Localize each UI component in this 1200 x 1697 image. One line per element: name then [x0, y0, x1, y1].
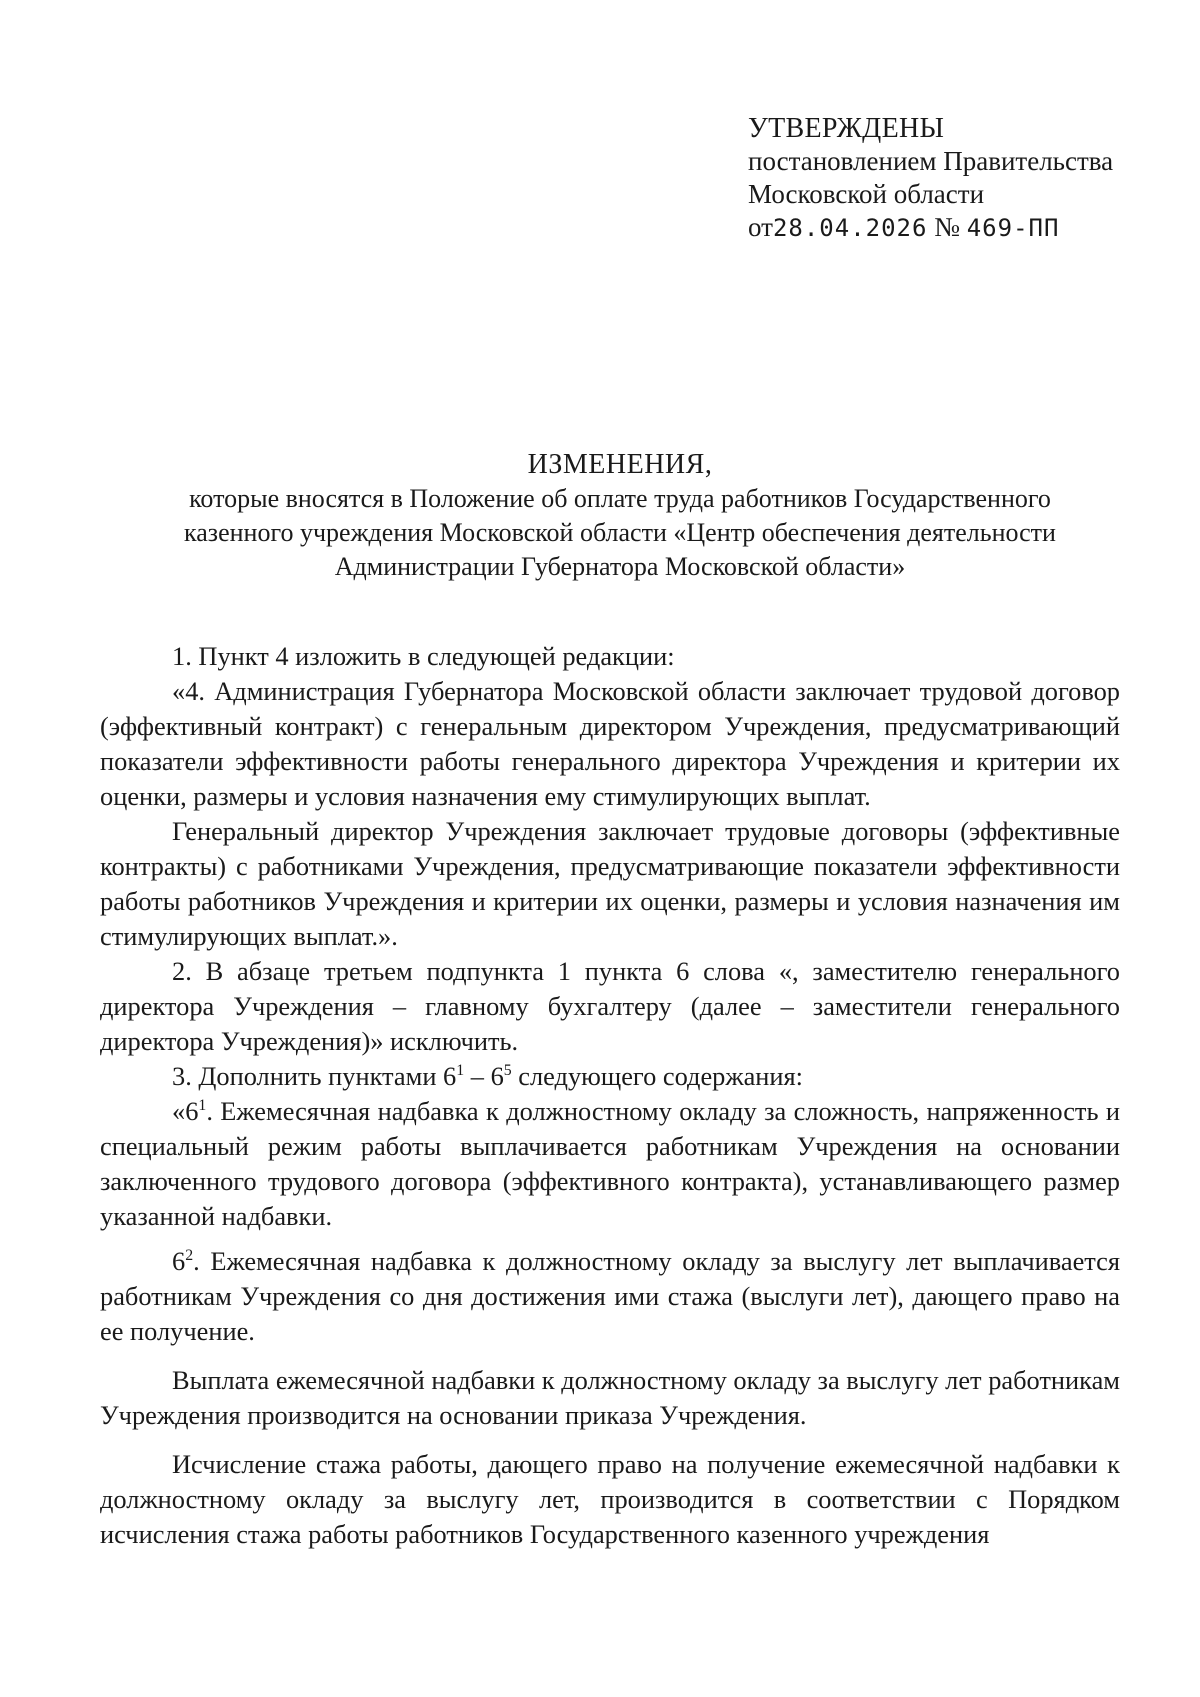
approval-line-1: постановлением Правительства	[748, 146, 1114, 176]
paragraph-5-sup-2: 5	[503, 1062, 512, 1080]
paragraph-3: Генеральный директор Учреждения заключает трудовые договоры (эффективные контракты) с работниками Учреждения, предусматривающие показатели эффективности работы работников Учреждения и критерии их оценки, размеры и условия назначения им стимулирующих выплат.».	[100, 816, 1120, 951]
title-main: ИЗМЕНЕНИЯ,	[527, 449, 713, 480]
approval-date-line	[748, 211, 1113, 245]
title-line-3: Администрации Губернатора Московской области»	[334, 552, 906, 581]
paragraph-6-sup: 1	[198, 1097, 207, 1115]
approval-number: 469-ПП	[966, 214, 1060, 242]
paragraph-2: «4. Администрация Губернатора Московской области заключает трудовой договор (эффективный контракт) с генеральным директором Учреждения, предусматривающий показатели эффективности работы генерального директора Учреждения и критерии их оценки, размеры и условия назначения ему стимулирующих выплат.	[100, 676, 1120, 811]
paragraph-5-text-a: 3. Дополнить пунктами 6	[172, 1061, 457, 1091]
paragraph-7	[100, 1244, 1120, 1349]
approval-stamp	[748, 112, 1113, 245]
paragraph-5-text-b: – 6	[464, 1061, 504, 1091]
document-title	[120, 448, 1120, 584]
document-body	[100, 639, 1120, 1552]
paragraph-7-sup: 2	[185, 1247, 194, 1265]
number-sign: №	[934, 212, 960, 242]
paragraph-7-text-b: . Ежемесячная надбавка к должностному окладу за выслугу лет выплачивается работникам Учреждения со дня достижения ими стажа (выслуги лет), дающего право на ее получение.	[100, 1246, 1120, 1346]
paragraph-6	[100, 1094, 1120, 1234]
paragraph-6-text-a: «6	[172, 1096, 199, 1126]
approval-heading: УТВЕРЖДЕНЫ	[748, 113, 945, 144]
paragraph-5	[100, 1059, 1120, 1094]
paragraph-4: 2. В абзаце третьем подпункта 1 пункта 6 слова «, заместителю генерального директора Учреждения – главному бухгалтеру (далее – заместители генерального директора Учреждения)» исключить.	[100, 956, 1120, 1056]
paragraph-5-sup-1: 1	[456, 1062, 465, 1080]
title-line-1: которые вносятся в Положение об оплате труда работников Государственного	[189, 484, 1051, 513]
approval-date: 28.04.2026	[772, 214, 928, 242]
paragraph-9: Исчисление стажа работы, дающего право на получение ежемесячной надбавки к должностному окладу за выслугу лет, производится в соответствии с Порядком исчисления стажа работы работников Государственного казенного учреждения	[100, 1449, 1120, 1549]
paragraph-7-text-a: 6	[172, 1246, 186, 1276]
paragraph-1: 1. Пункт 4 изложить в следующей редакции:	[172, 641, 675, 671]
date-prefix: от	[748, 212, 773, 242]
approval-line-2: Московской области	[748, 179, 985, 209]
paragraph-6-text-b: . Ежемесячная надбавка к должностному окладу за сложность, напряженность и специальный режим работы выплачивается работникам Учреждения на основании заключенного трудового договора (эффективного контракта), устанавливающего размер указанной надбавки.	[100, 1096, 1120, 1231]
paragraph-5-text-c: следующего содержания:	[511, 1061, 804, 1091]
title-line-2: казенного учреждения Московской области «Центр обеспечения деятельности	[184, 518, 1056, 547]
paragraph-8: Выплата ежемесячной надбавки к должностному окладу за выслугу лет работникам Учреждения производится на основании приказа Учреждения.	[100, 1365, 1120, 1430]
